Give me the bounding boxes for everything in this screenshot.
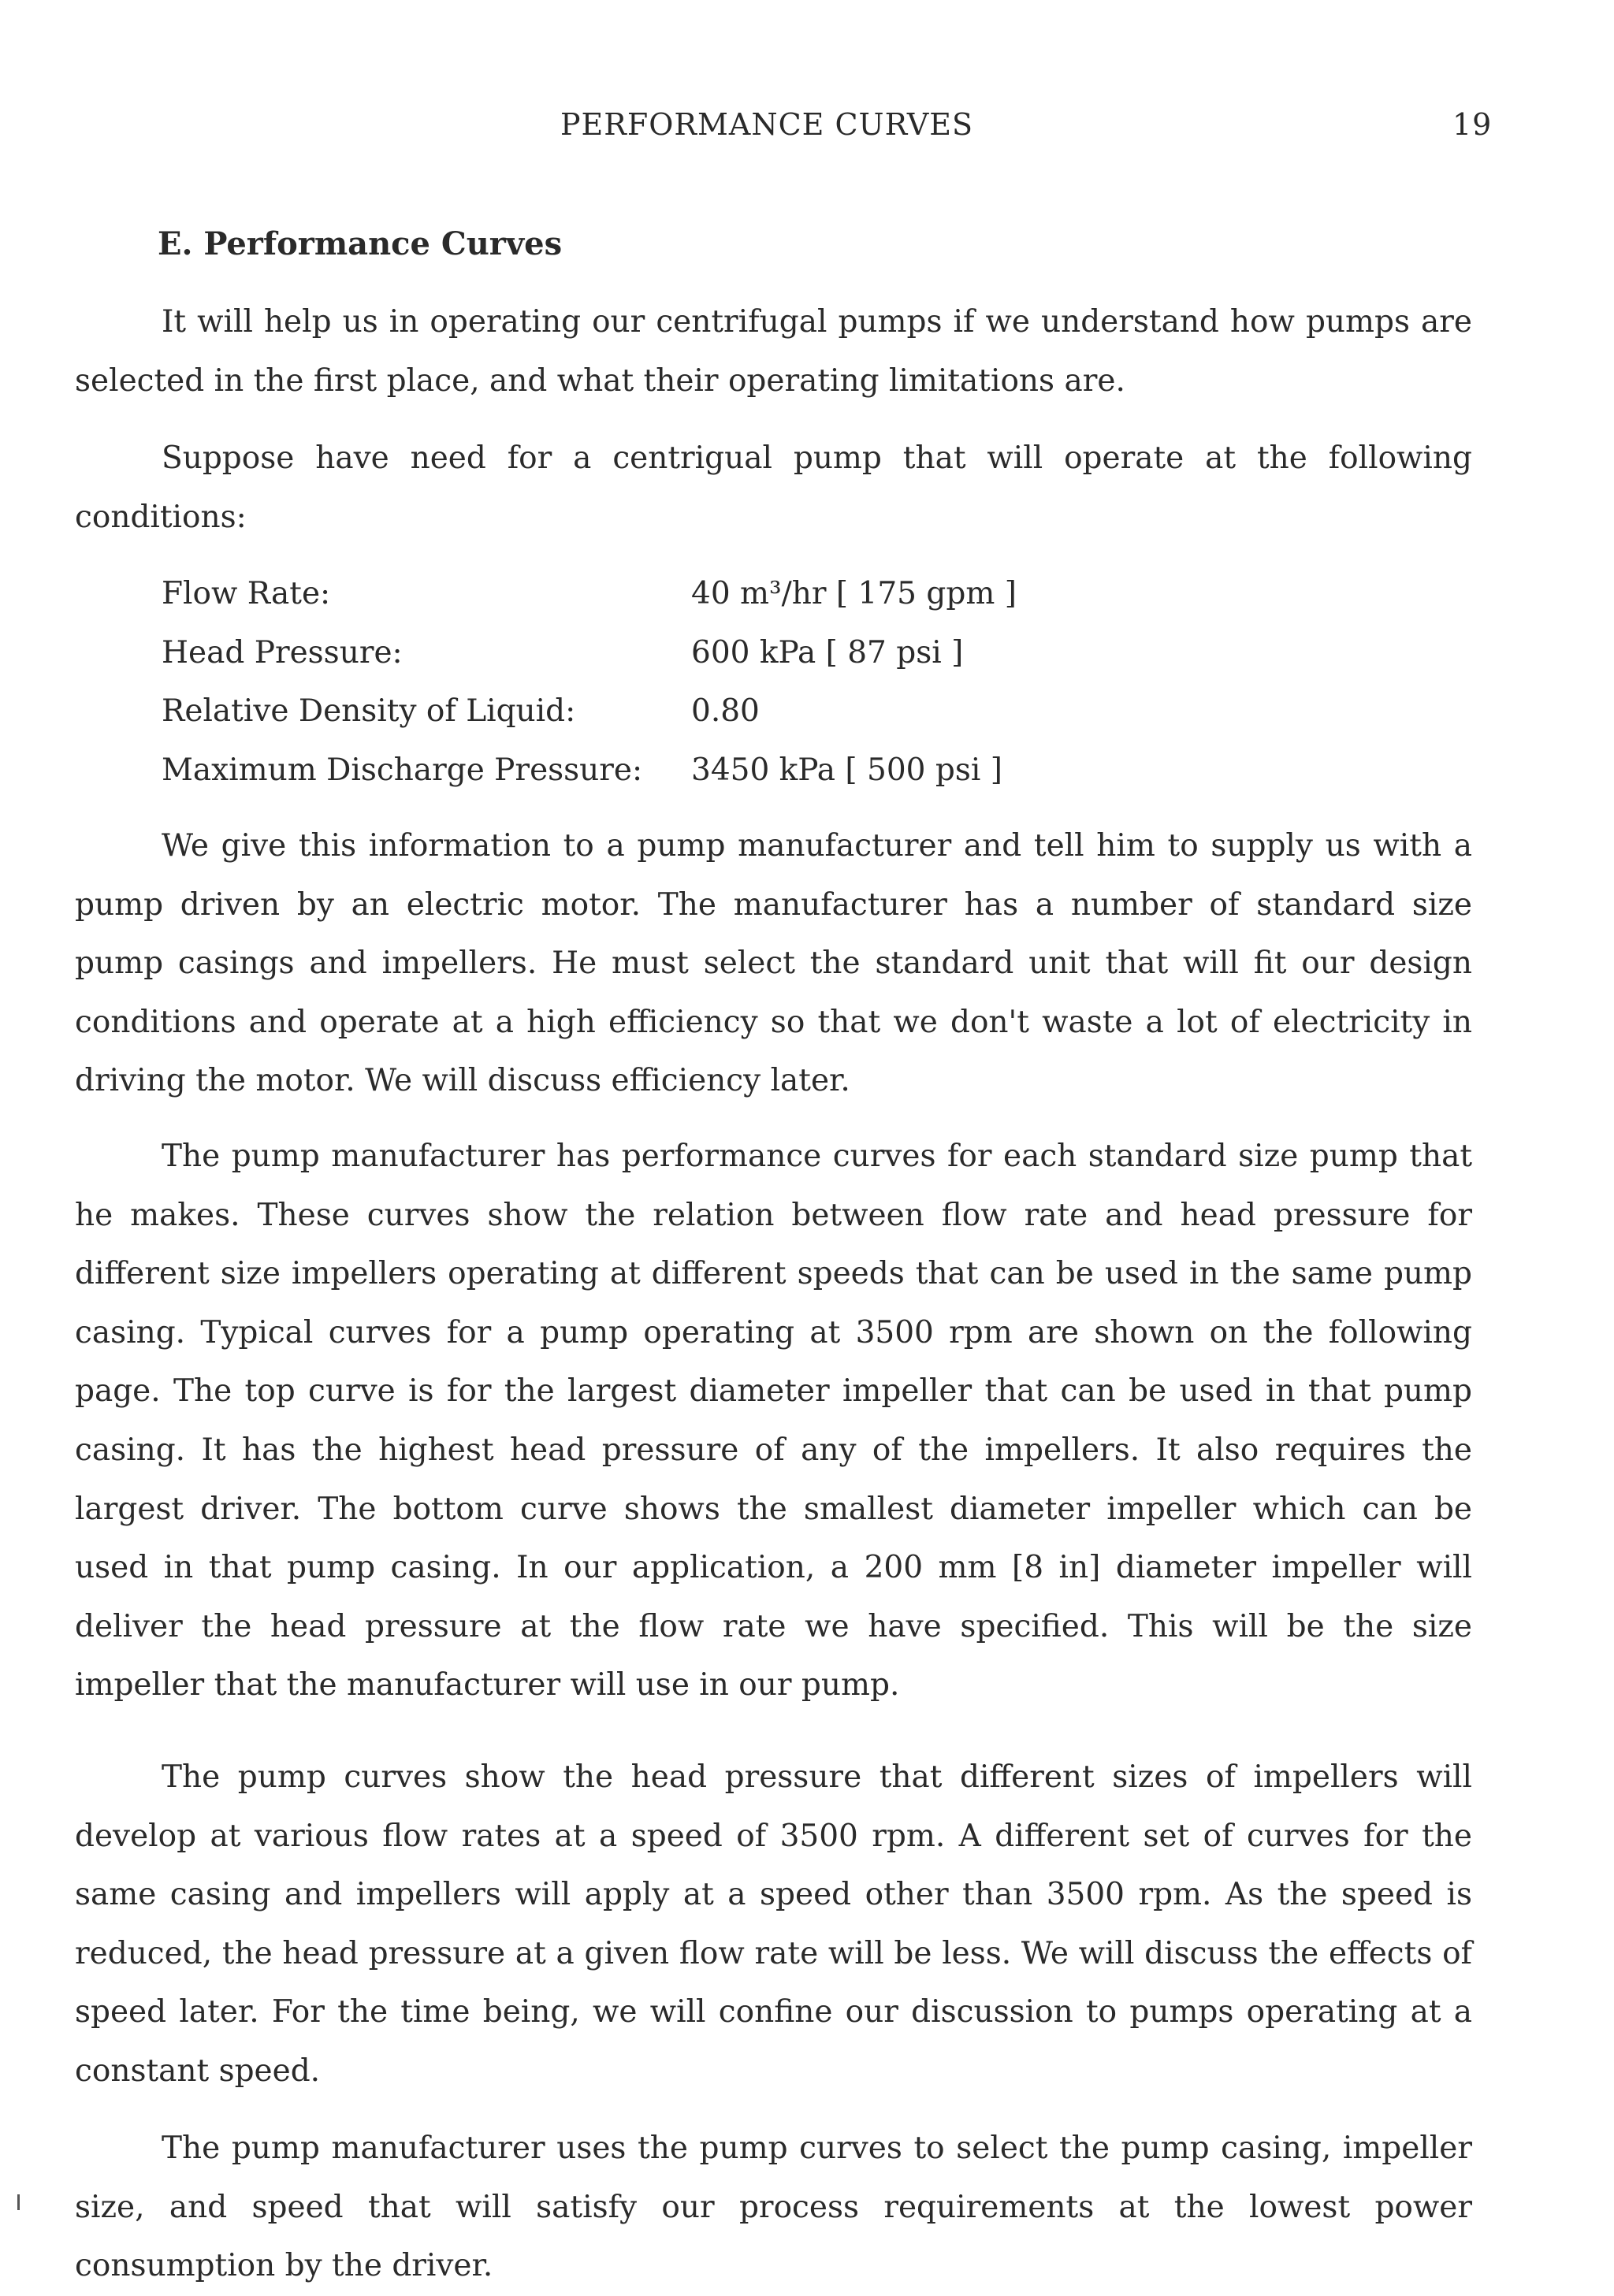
paragraph-text: The pump curves show the head pressure that different sizes of impellers will develop at various flow rates at a speed of 3500 rpm. A different set of curves for the same casing and impellers will apply at a speed other than 3500 rpm. As the speed is reduced, the head pressure at a given flow rate will be less. We will discuss the effects of speed later. For the time being, we will confine our discussion to pumps operating at a constant speed. <box>75 1759 1472 2089</box>
paragraph-text: Suppose have need for a centrigual pump that will operate at the following conditions: <box>75 440 1472 535</box>
condition-label: Maximum Discharge Pressure: <box>162 752 643 788</box>
paragraph-performance-curves <box>75 1128 1472 1715</box>
margin-mark <box>17 2194 20 2210</box>
paragraph-text: It will help us in operating our centrifugal pumps if we understand how pumps are selected in the first place, and what their operating limitations are. <box>75 304 1472 399</box>
paragraph-text: The pump manufacturer uses the pump curves to select the pump casing, impeller size, and speed that will satisfy our process requirements at the lowest power consumption by the driver. <box>75 2131 1472 2284</box>
condition-value: 0.80 <box>691 693 760 730</box>
section-heading: E. Performance Curves <box>158 225 563 262</box>
running-title: PERFORMANCE CURVES <box>560 107 974 142</box>
paragraph-intro <box>75 293 1472 411</box>
condition-label: Relative Density of Liquid: <box>162 693 576 730</box>
page-number: 19 <box>1452 107 1493 142</box>
paragraph-selection <box>75 2120 1472 2296</box>
paragraph-text: The pump manufacturer has performance curves for each standard size pump that he makes. These curves show the relation between flow rate and head pressure for different size impellers operating at different speeds that can be used in the same pump casing. Typical curves for a pump operating at 3500 rpm are shown on the following page. The top curve is for the largest diameter impeller that can be used in that pump casing. It has the highest head pressure of any of the impellers. It also requires the largest driver. The bottom curve shows the smallest diameter impeller which can be used in that pump casing. In our application, a 200 mm [8 in] diameter impeller will deliver the head pressure at the flow rate we have specified. This will be the size impeller that the manufacturer will use in our pump. <box>75 1139 1472 1703</box>
condition-value: 3450 kPa [ 500 psi ] <box>691 752 1002 788</box>
paragraph-pump-speed <box>75 1748 1472 2101</box>
condition-value: 600 kPa [ 87 psi ] <box>691 634 964 671</box>
paragraph-manufacturer <box>75 817 1472 1111</box>
condition-label: Head Pressure: <box>162 634 403 671</box>
paragraph-text: We give this information to a pump manufacturer and tell him to supply us with a pump driven by an electric motor. The manufacturer has a number of standard size pump casings and impellers. He must select the standard unit that will fit our design conditions and operate at a high efficiency so that we don't waste a lot of electricity in driving the motor. We will discuss efficiency later. <box>75 828 1472 1099</box>
paragraph-conditions-intro <box>75 429 1472 547</box>
condition-value: 40 m³/hr [ 175 gpm ] <box>691 576 1017 611</box>
condition-label: Flow Rate: <box>162 576 331 611</box>
